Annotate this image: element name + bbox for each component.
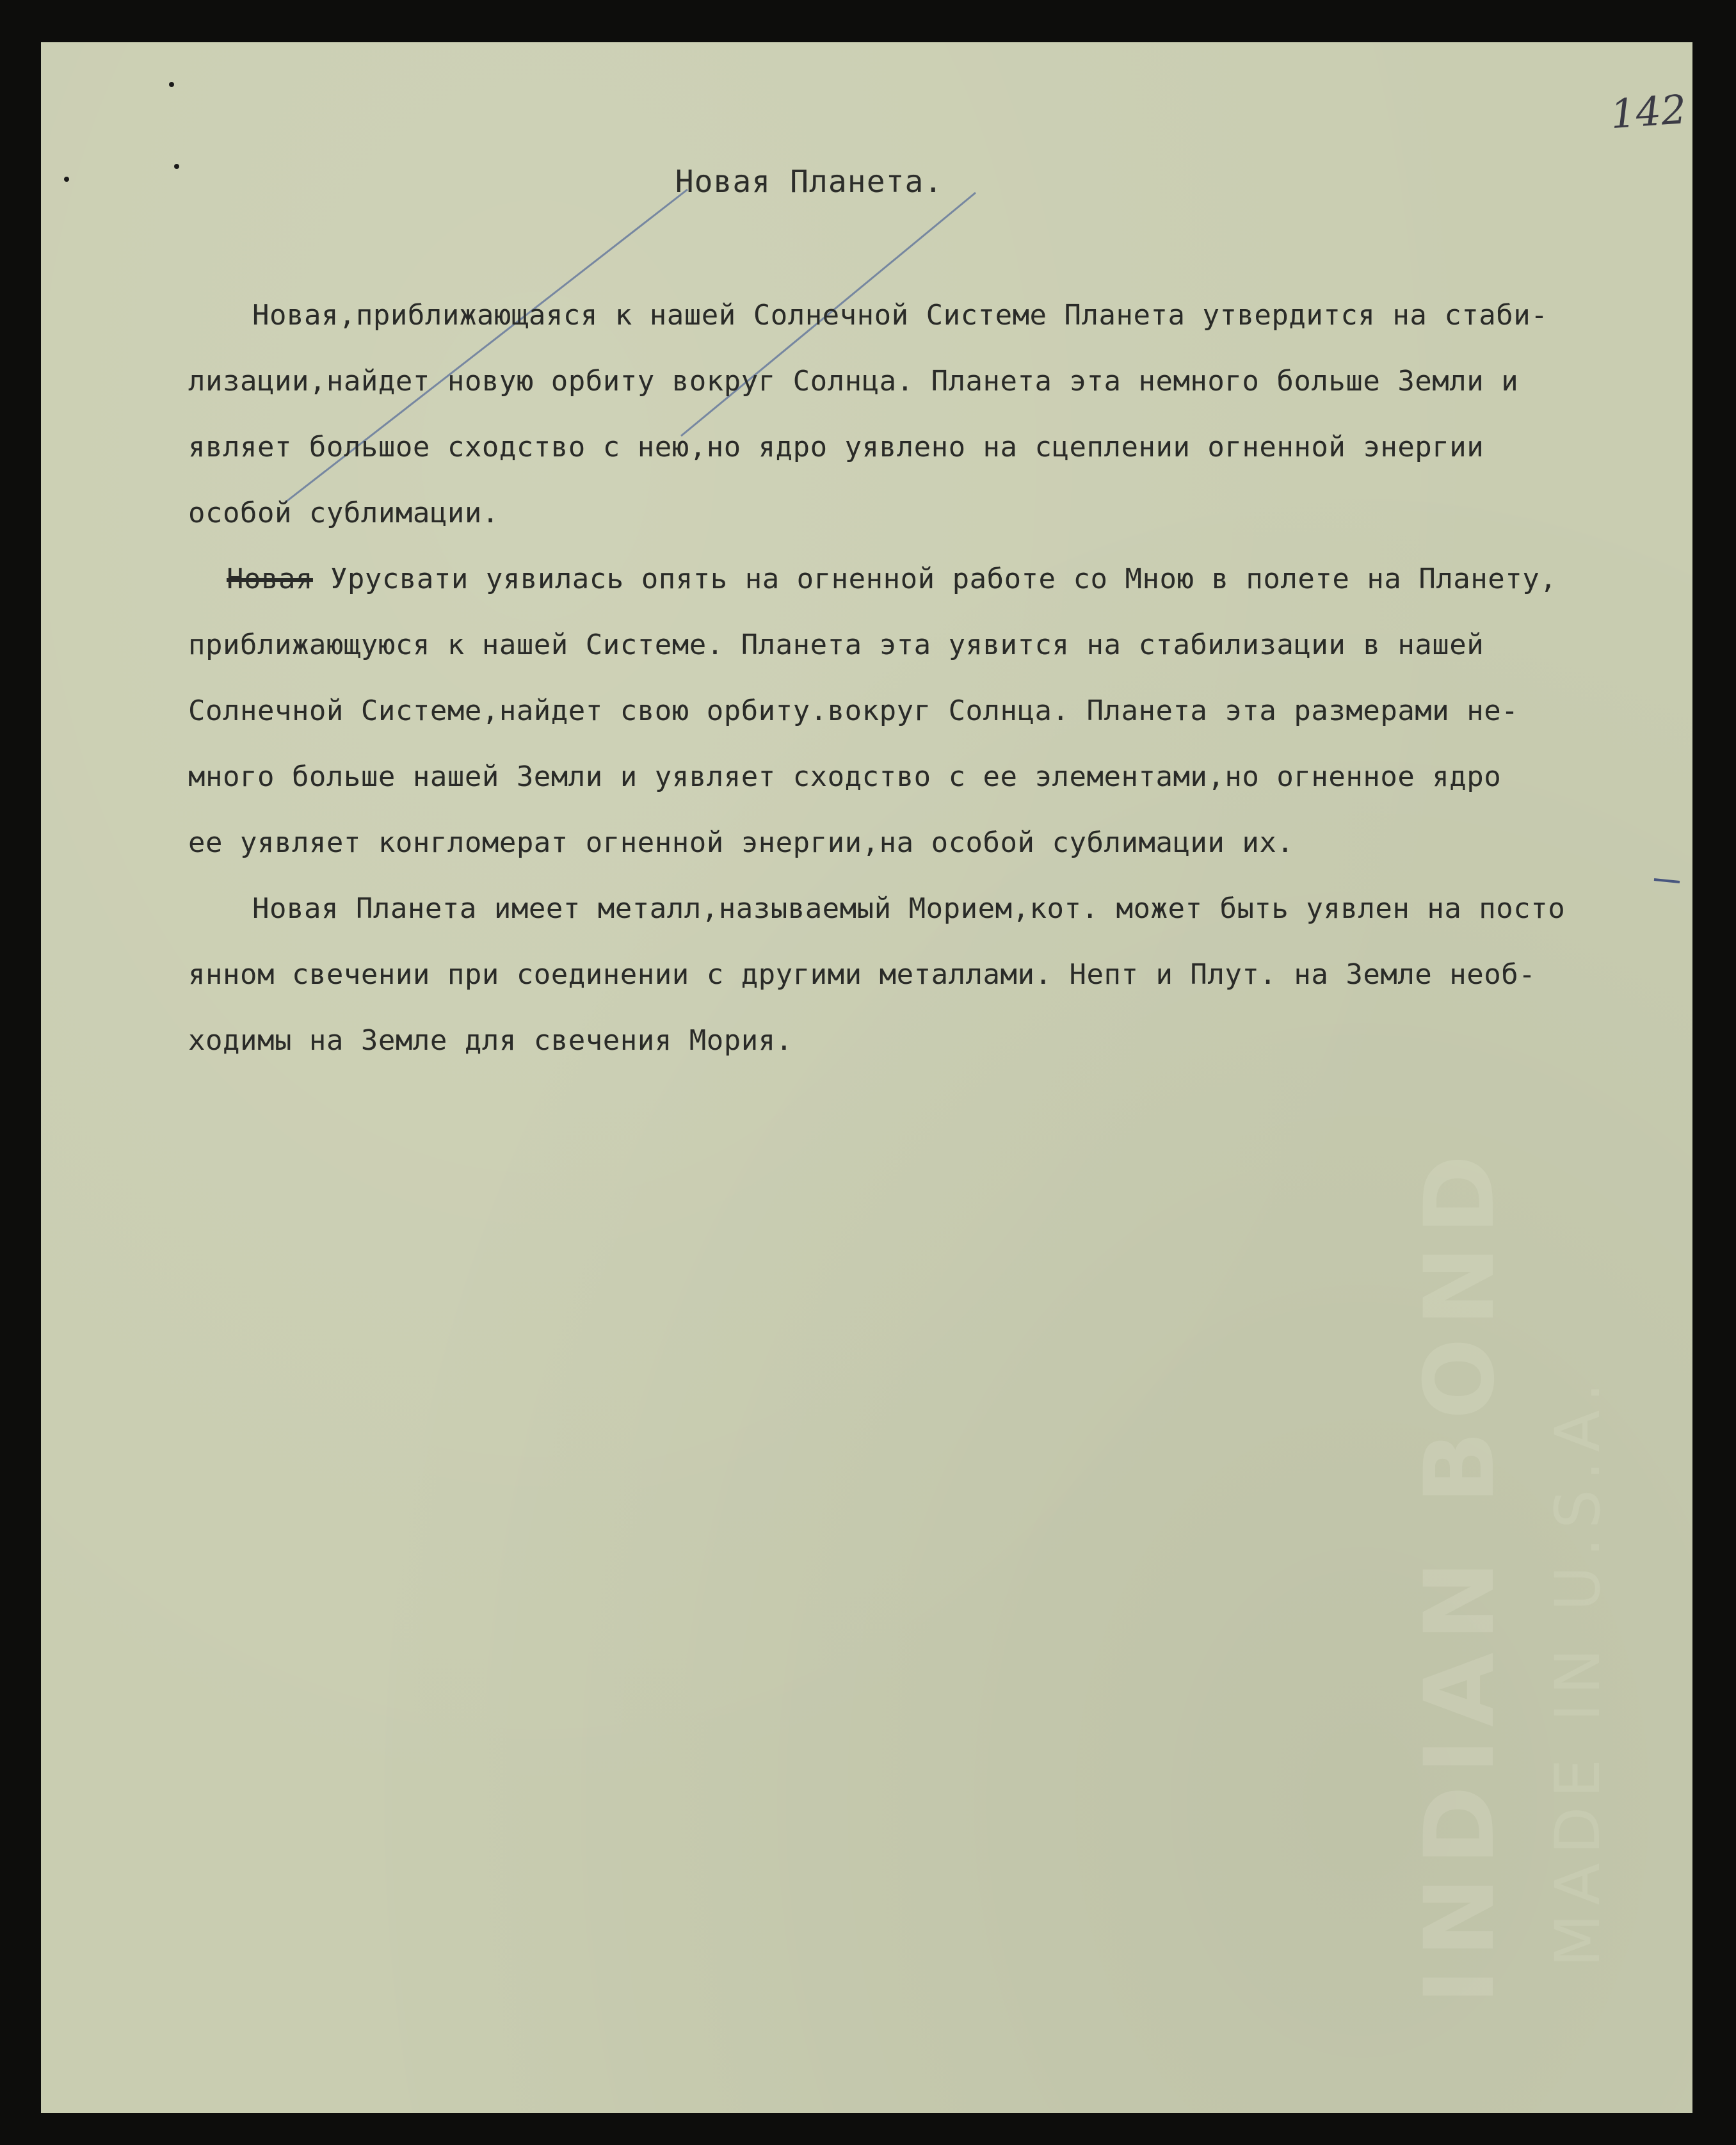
text-line: ее уявляет конгломерат огненной энергии,на особой сублимации их. — [188, 826, 1294, 859]
struck-word: Новая — [227, 563, 313, 595]
paper-watermark: INDIAN BOND — [1404, 1143, 1516, 2005]
paper-watermark-sub: MADE IN U.S.A. — [1542, 1374, 1614, 1967]
document-page — [41, 42, 1692, 2113]
text-line: Солнечной Системе,найдет свою орбиту.вокруг Солнца. Планета эта размерами не- — [188, 695, 1519, 727]
paragraph-2 — [188, 546, 1673, 876]
text-line: Новая Планета имеет металл,называемый Морием,кот. может быть уявлен на посто — [252, 892, 1566, 925]
paragraph-1 — [188, 282, 1673, 546]
text-line: много больше нашей Земли и уявляет сходство с ее элементами,но огненное ядро — [188, 760, 1502, 793]
text-line-rest: Урусвати уявилась опять на огненной работе со Мною в полете на Планету, — [312, 563, 1557, 595]
text-line: лизации,найдет новую орбиту вокруг Солнца. Планета эта немного больше Земли и — [188, 365, 1519, 398]
document-title: Новая Планета. — [675, 164, 944, 200]
text-line — [188, 546, 1673, 612]
document-body — [188, 282, 1673, 1073]
text-line: приближающуюся к нашей Системе. Планета эта уявится на стабилизации в нашей — [188, 629, 1484, 661]
text-line: особой сублимации. — [188, 497, 499, 529]
page-number: 142 — [1609, 85, 1688, 138]
paragraph-3 — [188, 876, 1673, 1073]
text-line: ходимы на Земле для свечения Мория. — [188, 1024, 793, 1057]
paper-speck — [169, 82, 174, 87]
text-line: Новая,приближающаяся к нашей Солнечной Системе Планета утвердится на стаби- — [252, 299, 1548, 332]
text-line: янном свечении при соединении с другими металлами. Непт и Плут. на Земле необ- — [188, 958, 1536, 991]
text-line: являет большое сходство с нею,но ядро уявлено на сцеплении огненной энергии — [188, 431, 1484, 463]
